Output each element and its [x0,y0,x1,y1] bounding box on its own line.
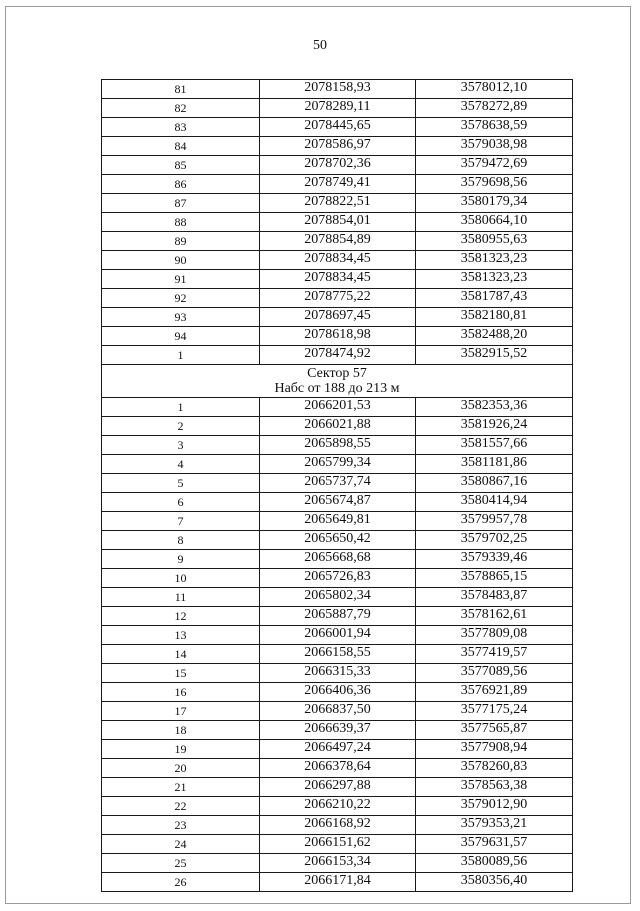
table-row [102,417,573,436]
point-number-cell: 88 [102,213,260,232]
point-number-cell: 11 [102,588,260,607]
y-coordinate-cell: 3582180,81 [416,308,573,327]
point-number-cell: 25 [102,854,260,873]
point-number-cell: 1 [102,398,260,417]
x-coordinate-cell: 2066210,22 [260,797,416,816]
point-number-cell: 13 [102,626,260,645]
point-number-cell: 85 [102,156,260,175]
x-coordinate-cell: 2066837,50 [260,702,416,721]
x-coordinate-cell: 2066158,55 [260,645,416,664]
point-number-cell: 86 [102,175,260,194]
point-number-cell: 15 [102,664,260,683]
y-coordinate-cell: 3579631,57 [416,835,573,854]
point-number-cell: 14 [102,645,260,664]
coordinates-table [101,79,573,892]
table-row [102,683,573,702]
point-number-cell: 23 [102,816,260,835]
point-number-cell: 6 [102,493,260,512]
table-row [102,474,573,493]
table-body-section [102,365,573,398]
y-coordinate-cell: 3580664,10 [416,213,573,232]
table-row [102,213,573,232]
section-header-cell [102,365,573,398]
x-coordinate-cell: 2078618,98 [260,327,416,346]
table-row [102,346,573,365]
y-coordinate-cell: 3579339,46 [416,550,573,569]
table-row [102,398,573,417]
section-header-row [102,365,573,398]
x-coordinate-cell: 2066315,33 [260,664,416,683]
table-row [102,626,573,645]
y-coordinate-cell: 3577565,87 [416,721,573,740]
table-row [102,778,573,797]
table-row [102,251,573,270]
y-coordinate-cell: 3580179,34 [416,194,573,213]
x-coordinate-cell: 2065674,87 [260,493,416,512]
y-coordinate-cell: 3581787,43 [416,289,573,308]
x-coordinate-cell: 2065650,42 [260,531,416,550]
table-row [102,436,573,455]
x-coordinate-cell: 2065737,74 [260,474,416,493]
table-row [102,194,573,213]
point-number-cell: 91 [102,270,260,289]
x-coordinate-cell: 2078834,45 [260,270,416,289]
table-row [102,270,573,289]
y-coordinate-cell: 3580867,16 [416,474,573,493]
table-row [102,740,573,759]
y-coordinate-cell: 3582915,52 [416,346,573,365]
point-number-cell: 16 [102,683,260,702]
point-number-cell: 19 [102,740,260,759]
point-number-cell: 81 [102,80,260,99]
y-coordinate-cell: 3581557,66 [416,436,573,455]
y-coordinate-cell: 3578272,89 [416,99,573,118]
x-coordinate-cell: 2065802,34 [260,588,416,607]
table-row [102,455,573,474]
table-row [102,232,573,251]
point-number-cell: 82 [102,99,260,118]
y-coordinate-cell: 3579353,21 [416,816,573,835]
x-coordinate-cell: 2078474,92 [260,346,416,365]
table-row [102,118,573,137]
point-number-cell: 90 [102,251,260,270]
point-number-cell: 10 [102,569,260,588]
table-row [102,512,573,531]
point-number-cell: 9 [102,550,260,569]
section-subtitle: Набс от 188 до 213 м [274,381,400,396]
y-coordinate-cell: 3578483,87 [416,588,573,607]
y-coordinate-cell: 3581323,23 [416,251,573,270]
y-coordinate-cell: 3582353,36 [416,398,573,417]
table-row [102,493,573,512]
y-coordinate-cell: 3579012,90 [416,797,573,816]
y-coordinate-cell: 3578865,15 [416,569,573,588]
y-coordinate-cell: 3577908,94 [416,740,573,759]
table-row [102,308,573,327]
x-coordinate-cell: 2065887,79 [260,607,416,626]
point-number-cell: 24 [102,835,260,854]
table-body-top [102,80,573,365]
x-coordinate-cell: 2078775,22 [260,289,416,308]
point-number-cell: 2 [102,417,260,436]
table-row [102,797,573,816]
x-coordinate-cell: 2078702,36 [260,156,416,175]
point-number-cell: 84 [102,137,260,156]
table-row [102,99,573,118]
x-coordinate-cell: 2066021,88 [260,417,416,436]
point-number-cell: 21 [102,778,260,797]
point-number-cell: 89 [102,232,260,251]
table-row [102,664,573,683]
y-coordinate-cell: 3578563,38 [416,778,573,797]
point-number-cell: 94 [102,327,260,346]
x-coordinate-cell: 2065898,55 [260,436,416,455]
x-coordinate-cell: 2066168,92 [260,816,416,835]
table-row [102,702,573,721]
x-coordinate-cell: 2066151,62 [260,835,416,854]
page-number: 50 [313,38,327,53]
y-coordinate-cell: 3577089,56 [416,664,573,683]
point-number-cell: 7 [102,512,260,531]
y-coordinate-cell: 3577419,57 [416,645,573,664]
table-row [102,873,573,892]
point-number-cell: 26 [102,873,260,892]
x-coordinate-cell: 2066153,34 [260,854,416,873]
point-number-cell: 17 [102,702,260,721]
x-coordinate-cell: 2066639,37 [260,721,416,740]
point-number-cell: 4 [102,455,260,474]
table-row [102,588,573,607]
x-coordinate-cell: 2078158,93 [260,80,416,99]
table-row [102,80,573,99]
x-coordinate-cell: 2065649,81 [260,512,416,531]
y-coordinate-cell: 3579702,25 [416,531,573,550]
y-coordinate-cell: 3580356,40 [416,873,573,892]
x-coordinate-cell: 2065799,34 [260,455,416,474]
table-row [102,175,573,194]
x-coordinate-cell: 2066297,88 [260,778,416,797]
y-coordinate-cell: 3579038,98 [416,137,573,156]
y-coordinate-cell: 3578162,61 [416,607,573,626]
table-row [102,569,573,588]
table-row [102,854,573,873]
table-row [102,816,573,835]
x-coordinate-cell: 2078445,65 [260,118,416,137]
x-coordinate-cell: 2066201,53 [260,398,416,417]
x-coordinate-cell: 2078854,89 [260,232,416,251]
point-number-cell: 20 [102,759,260,778]
table-row [102,550,573,569]
y-coordinate-cell: 3580955,63 [416,232,573,251]
x-coordinate-cell: 2066406,36 [260,683,416,702]
point-number-cell: 18 [102,721,260,740]
x-coordinate-cell: 2078749,41 [260,175,416,194]
point-number-cell: 22 [102,797,260,816]
y-coordinate-cell: 3578260,83 [416,759,573,778]
section-title: Сектор 57 [307,366,367,381]
x-coordinate-cell: 2065726,83 [260,569,416,588]
point-number-cell: 83 [102,118,260,137]
x-coordinate-cell: 2066171,84 [260,873,416,892]
y-coordinate-cell: 3576921,89 [416,683,573,702]
y-coordinate-cell: 3579472,69 [416,156,573,175]
table-row [102,289,573,308]
point-number-cell: 3 [102,436,260,455]
point-number-cell: 1 [102,346,260,365]
table-row [102,531,573,550]
x-coordinate-cell: 2065668,68 [260,550,416,569]
y-coordinate-cell: 3579698,56 [416,175,573,194]
x-coordinate-cell: 2078289,11 [260,99,416,118]
y-coordinate-cell: 3579957,78 [416,512,573,531]
point-number-cell: 12 [102,607,260,626]
table-row [102,759,573,778]
point-number-cell: 87 [102,194,260,213]
x-coordinate-cell: 2078697,45 [260,308,416,327]
y-coordinate-cell: 3581926,24 [416,417,573,436]
x-coordinate-cell: 2078834,45 [260,251,416,270]
y-coordinate-cell: 3580414,94 [416,493,573,512]
table-row [102,607,573,626]
point-number-cell: 92 [102,289,260,308]
table-row [102,156,573,175]
table-row [102,645,573,664]
x-coordinate-cell: 2078854,01 [260,213,416,232]
point-number-cell: 93 [102,308,260,327]
x-coordinate-cell: 2066378,64 [260,759,416,778]
y-coordinate-cell: 3578012,10 [416,80,573,99]
y-coordinate-cell: 3581323,23 [416,270,573,289]
x-coordinate-cell: 2066001,94 [260,626,416,645]
y-coordinate-cell: 3581181,86 [416,455,573,474]
point-number-cell: 5 [102,474,260,493]
y-coordinate-cell: 3582488,20 [416,327,573,346]
table-body-bottom [102,398,573,892]
y-coordinate-cell: 3578638,59 [416,118,573,137]
x-coordinate-cell: 2078586,97 [260,137,416,156]
table-row [102,137,573,156]
point-number-cell: 8 [102,531,260,550]
table-row [102,327,573,346]
table-row [102,721,573,740]
y-coordinate-cell: 3577809,08 [416,626,573,645]
x-coordinate-cell: 2066497,24 [260,740,416,759]
y-coordinate-cell: 3580089,56 [416,854,573,873]
y-coordinate-cell: 3577175,24 [416,702,573,721]
x-coordinate-cell: 2078822,51 [260,194,416,213]
table-row [102,835,573,854]
